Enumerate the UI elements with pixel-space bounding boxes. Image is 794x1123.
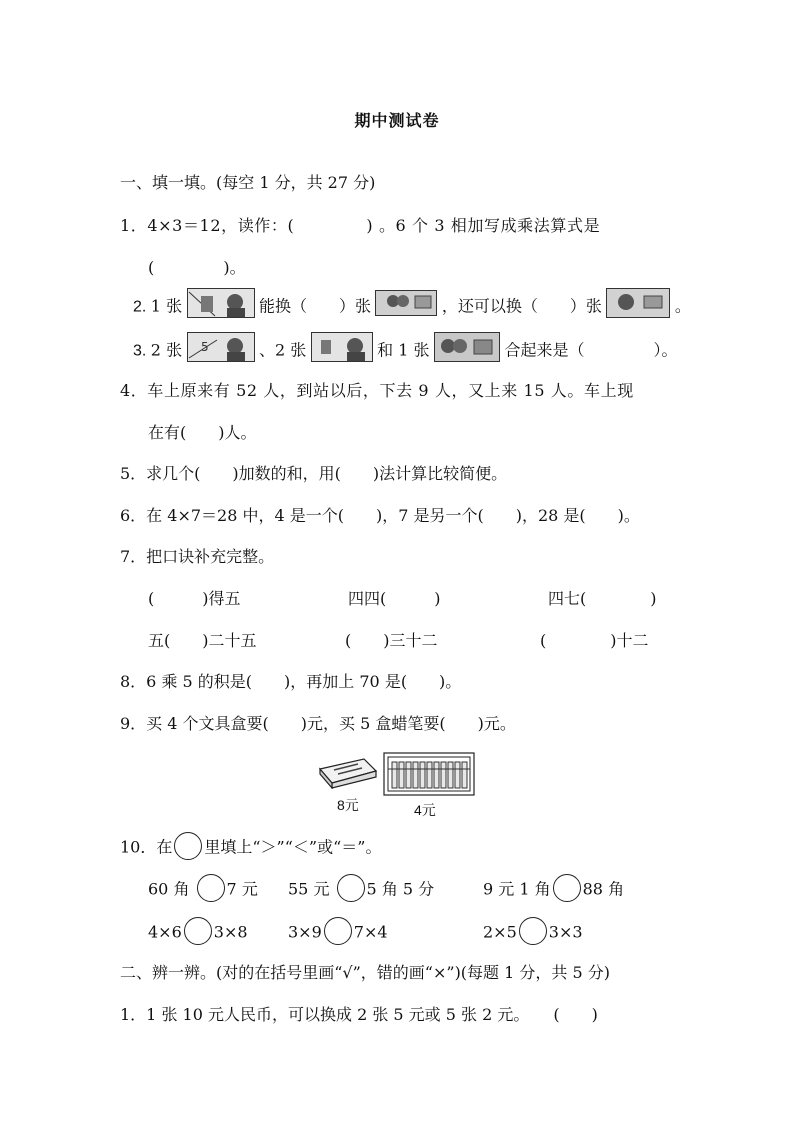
q10-left: 55 元 <box>288 879 330 899</box>
q1-line2: ( )。 <box>148 258 246 277</box>
q10-left: 2×5 <box>483 922 517 942</box>
compare-blank-circle[interactable] <box>197 874 225 902</box>
pencil-case-price: 8元 <box>337 797 359 813</box>
q3-row <box>133 334 678 369</box>
q2-row <box>133 290 691 325</box>
q3-text-a: 2 张 <box>150 340 183 360</box>
svg-text:5: 5 <box>200 340 209 354</box>
q10-r1-c1 <box>148 876 258 904</box>
compare-blank-circle[interactable] <box>184 917 212 945</box>
q10-r2-c3 <box>483 919 583 947</box>
q10-right: 5 角 5 分 <box>366 879 435 899</box>
q10-right: 88 角 <box>582 879 625 899</box>
q3-text-b: 、2 张 <box>258 340 307 360</box>
compare-circle-icon <box>174 832 202 860</box>
page-title: 期中测试卷 <box>354 111 440 130</box>
q7-r2-c1: 五( )二十五 <box>148 631 257 650</box>
q8: 8．6 乘 5 的积是( )，再加上 70 是( )。 <box>120 672 462 691</box>
q2-text-d: 。 <box>674 296 691 316</box>
q10-right: 7 元 <box>226 879 258 899</box>
q10-r1-c3 <box>483 876 624 904</box>
q7-r2-c2: ( )三十二 <box>345 631 438 650</box>
q7-r2-c3: ( )十二 <box>540 631 649 650</box>
q2-text-b: 能换（ ）张 <box>258 296 371 316</box>
q10-left: 3×9 <box>288 922 322 942</box>
q1-line1: 1．4×3＝12，读作：( ) 。6 个 3 相加写成乘法算式是 <box>120 216 601 235</box>
q10-stem-b: 里填上“＞”“＜”或“＝”。 <box>204 837 382 857</box>
q10-r1-c2 <box>288 876 434 904</box>
compare-blank-circle[interactable] <box>519 917 547 945</box>
q6: 6．在 4×7＝28 中，4 是一个( )，7 是另一个( )，28 是( )。 <box>120 506 640 525</box>
q4-line2: 在有( )人。 <box>148 423 257 442</box>
q10-right: 3×8 <box>213 922 248 942</box>
q10-right: 7×4 <box>353 922 388 942</box>
s2-q1: 1．1 张 10 元人民币，可以换成 2 张 5 元或 5 张 2 元。 ( ) <box>120 1005 598 1024</box>
compare-blank-circle[interactable] <box>337 874 365 902</box>
q10-r2-c1 <box>148 919 248 947</box>
q2-number: 2. <box>133 298 147 316</box>
q5: 5．求几个( )加数的和，用( )法计算比较简便。 <box>120 464 508 483</box>
q10-left: 60 角 <box>148 879 190 899</box>
q7-stem: 7．把口诀补充完整。 <box>120 547 275 566</box>
section-2-heading: 二、辨一辨。(对的在括号里画“√”，错的画“×”)(每题 1 分，共 5 分) <box>120 963 610 982</box>
banknote-1-jiao-image <box>434 332 500 367</box>
banknote-5-yuan-image <box>187 332 255 367</box>
q10-stem <box>120 834 381 862</box>
compare-blank-circle[interactable] <box>324 917 352 945</box>
section-1-heading: 一、填一填。(每空 1 分，共 27 分) <box>120 173 376 192</box>
banknote-10-yuan-image <box>187 288 255 323</box>
q10-stem-a: 10．在 <box>120 837 173 857</box>
q2-text-c: ，还可以换（ ）张 <box>441 296 602 316</box>
q3-number: 3. <box>133 342 147 360</box>
pencil-case-image <box>316 755 378 793</box>
q3-text-c: 和 1 张 <box>377 340 430 360</box>
q2-text-a: 1 张 <box>150 296 183 316</box>
q10-left: 9 元 1 角 <box>483 879 551 899</box>
crayon-box-image <box>383 752 475 800</box>
q7-r1-c2: 四四( ) <box>348 589 441 608</box>
compare-blank-circle[interactable] <box>553 874 581 902</box>
banknote-1-yuan-image <box>311 332 373 367</box>
q4-line1: 4．车上原来有 52 人，到站以后，下去 9 人，又上来 15 人。车上现 <box>120 381 634 400</box>
q7-r1-c3: 四七( ) <box>548 589 657 608</box>
crayon-box-price: 4元 <box>414 802 436 818</box>
banknote-5-jiao-image <box>375 290 437 321</box>
q10-right: 3×3 <box>548 922 583 942</box>
q7-r1-c1: ( )得五 <box>148 589 241 608</box>
q10-left: 4×6 <box>148 922 182 942</box>
q3-text-d: 合起来是（ ）。 <box>504 340 678 360</box>
q10-r2-c2 <box>288 919 388 947</box>
banknote-2-jiao-image <box>606 288 670 323</box>
q9: 9．买 4 个文具盒要( )元，买 5 盒蜡笔要( )元。 <box>120 714 516 733</box>
